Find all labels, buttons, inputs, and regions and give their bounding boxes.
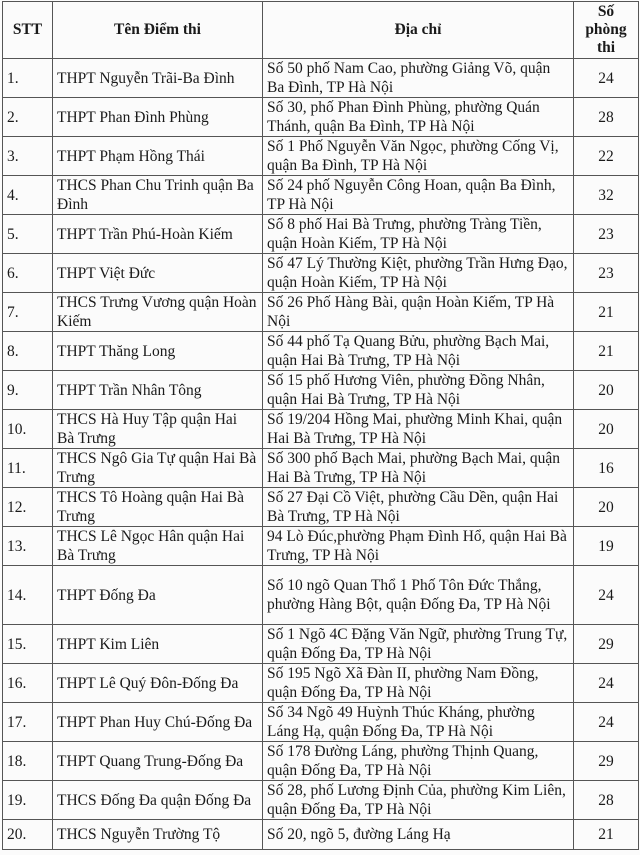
cell-rooms: 21: [574, 820, 639, 850]
cell-rooms: 16: [574, 449, 639, 488]
cell-stt: 5.: [3, 215, 53, 254]
cell-name: THPT Trần Phú-Hoàn Kiếm: [53, 215, 263, 254]
table-row: [3, 293, 639, 332]
table-row: [3, 488, 639, 527]
table-row: [3, 742, 639, 781]
cell-name: THPT Kim Liên: [53, 625, 263, 664]
cell-address: Số 28, phố Lương Định Của, phường Kim Liên, quận Đống Đa, TP Hà Nội: [263, 781, 574, 820]
exam-sites-table: [2, 1, 639, 850]
header-address: Địa chỉ: [263, 2, 574, 59]
cell-stt: 16.: [3, 664, 53, 703]
cell-stt: 19.: [3, 781, 53, 820]
cell-address: Số 8 phố Hai Bà Trưng, phường Tràng Tiền, quận Hoàn Kiếm, TP Hà Nội: [263, 215, 574, 254]
cell-name: THCS Ngô Gia Tự quận Hai Bà Trưng: [53, 449, 263, 488]
cell-address: Số 10 ngõ Quan Thổ 1 Phố Tôn Đức Thắng, phường Hàng Bột, quận Đống Đa, TP Hà Nội: [263, 566, 574, 625]
table-header-row: [3, 2, 639, 59]
cell-stt: 11.: [3, 449, 53, 488]
table-row: [3, 527, 639, 566]
cell-rooms: 28: [574, 781, 639, 820]
table-row: [3, 664, 639, 703]
table-row: [3, 703, 639, 742]
cell-stt: 4.: [3, 176, 53, 215]
table-row: [3, 59, 639, 98]
header-rooms: Số phòng thi: [574, 2, 639, 59]
cell-stt: 12.: [3, 488, 53, 527]
table-row: [3, 332, 639, 371]
cell-address: Số 47 Lý Thường Kiệt, phường Trần Hưng Đạo, quận Hoàn Kiếm, TP Hà Nội: [263, 254, 574, 293]
table-row: [3, 371, 639, 410]
cell-name: THPT Nguyễn Trãi-Ba Đình: [53, 59, 263, 98]
cell-address: Số 26 Phố Hàng Bài, quận Hoàn Kiếm, TP Hà Nội: [263, 293, 574, 332]
cell-address: Số 50 phố Nam Cao, phường Giảng Võ, quận Ba Đình, TP Hà Nội: [263, 59, 574, 98]
cell-rooms: 24: [574, 703, 639, 742]
cell-address: Số 178 Đường Láng, phường Thịnh Quang, quận Đống Đa, TP Hà Nội: [263, 742, 574, 781]
cell-rooms: 28: [574, 98, 639, 137]
cell-stt: 14.: [3, 566, 53, 625]
cell-stt: 15.: [3, 625, 53, 664]
cell-name: THCS Trưng Vương quận Hoàn Kiếm: [53, 293, 263, 332]
cell-name: THCS Tô Hoàng quận Hai Bà Trưng: [53, 488, 263, 527]
table-row: [3, 625, 639, 664]
cell-name: THCS Lê Ngọc Hân quận Hai Bà Trưng: [53, 527, 263, 566]
cell-rooms: 23: [574, 254, 639, 293]
cell-address: Số 1 Ngõ 4C Đặng Văn Ngữ, phường Trung Tự, quận Đống Đa, TP Hà Nội: [263, 625, 574, 664]
cell-address: Số 300 phố Bạch Mai, phường Bạch Mai, quận Hai Bà Trưng, TP Hà Nội: [263, 449, 574, 488]
cell-stt: 8.: [3, 332, 53, 371]
cell-address: 94 Lò Đúc,phường Phạm Đình Hổ, quận Hai Bà Trưng, TP Hà Nội: [263, 527, 574, 566]
cell-address: Số 34 Ngõ 49 Huỳnh Thúc Kháng, phường Láng Hạ, quận Đống Đa, TP Hà Nội: [263, 703, 574, 742]
cell-name: THPT Phan Huy Chú-Đống Đa: [53, 703, 263, 742]
table-row: [3, 98, 639, 137]
cell-name: THPT Phan Đình Phùng: [53, 98, 263, 137]
cell-address: Số 1 Phố Nguyễn Văn Ngọc, phường Cống Vị, quận Ba Đình, TP Hà Nội: [263, 137, 574, 176]
cell-rooms: 29: [574, 625, 639, 664]
header-stt: STT: [3, 2, 53, 59]
cell-address: Số 20, ngõ 5, đường Láng Hạ: [263, 820, 574, 850]
cell-name: THPT Việt Đức: [53, 254, 263, 293]
cell-name: THPT Đống Đa: [53, 566, 263, 625]
cell-address: Số 195 Ngõ Xã Đàn II, phường Nam Đồng, quận Đống Đa, TP Hà Nội: [263, 664, 574, 703]
cell-name: THCS Hà Huy Tập quận Hai Bà Trưng: [53, 410, 263, 449]
cell-stt: 20.: [3, 820, 53, 850]
cell-rooms: 19: [574, 527, 639, 566]
cell-name: THPT Phạm Hồng Thái: [53, 137, 263, 176]
cell-name: THCS Nguyễn Trường Tộ: [53, 820, 263, 850]
cell-rooms: 23: [574, 215, 639, 254]
cell-stt: 9.: [3, 371, 53, 410]
table-row: [3, 566, 639, 625]
cell-name: THPT Quang Trung-Đống Đa: [53, 742, 263, 781]
cell-rooms: 21: [574, 293, 639, 332]
cell-address: Số 44 phố Tạ Quang Bửu, phường Bạch Mai, quận Hai Bà Trưng, TP Hà Nội: [263, 332, 574, 371]
cell-name: THCS Phan Chu Trinh quận Ba Đình: [53, 176, 263, 215]
cell-stt: 10.: [3, 410, 53, 449]
table-row: [3, 449, 639, 488]
table-row: [3, 820, 639, 850]
cell-rooms: 24: [574, 59, 639, 98]
cell-rooms: 29: [574, 742, 639, 781]
cell-address: Số 27 Đại Cồ Việt, phường Cầu Dền, quận Hai Bà Trưng, TP Hà Nội: [263, 488, 574, 527]
cell-stt: 3.: [3, 137, 53, 176]
cell-address: Số 19/204 Hồng Mai, phường Minh Khai, quận Hai Bà Trưng, TP Hà Nội: [263, 410, 574, 449]
cell-rooms: 24: [574, 664, 639, 703]
header-name: Tên Điểm thi: [53, 2, 263, 59]
cell-rooms: 32: [574, 176, 639, 215]
cell-name: THPT Thăng Long: [53, 332, 263, 371]
cell-address: Số 15 phố Hương Viên, phường Đồng Nhân, quận Hai Bà Trưng, TP Hà Nội: [263, 371, 574, 410]
cell-rooms: 20: [574, 488, 639, 527]
cell-stt: 2.: [3, 98, 53, 137]
cell-stt: 1.: [3, 59, 53, 98]
table-row: [3, 781, 639, 820]
table-row: [3, 176, 639, 215]
cell-rooms: 20: [574, 371, 639, 410]
table-row: [3, 137, 639, 176]
cell-address: Số 24 phố Nguyễn Công Hoan, quận Ba Đình, TP Hà Nội: [263, 176, 574, 215]
cell-rooms: 24: [574, 566, 639, 625]
cell-address: Số 30, phố Phan Đình Phùng, phường Quán Thánh, quận Ba Đình, TP Hà Nội: [263, 98, 574, 137]
cell-name: THPT Trần Nhân Tông: [53, 371, 263, 410]
cell-stt: 17.: [3, 703, 53, 742]
cell-stt: 6.: [3, 254, 53, 293]
cell-stt: 13.: [3, 527, 53, 566]
cell-name: THPT Lê Quý Đôn-Đống Đa: [53, 664, 263, 703]
cell-stt: 7.: [3, 293, 53, 332]
cell-stt: 18.: [3, 742, 53, 781]
cell-name: THCS Đống Đa quận Đống Đa: [53, 781, 263, 820]
cell-rooms: 21: [574, 332, 639, 371]
table-row: [3, 410, 639, 449]
table-row: [3, 254, 639, 293]
cell-rooms: 20: [574, 410, 639, 449]
cell-rooms: 22: [574, 137, 639, 176]
table-row: [3, 215, 639, 254]
